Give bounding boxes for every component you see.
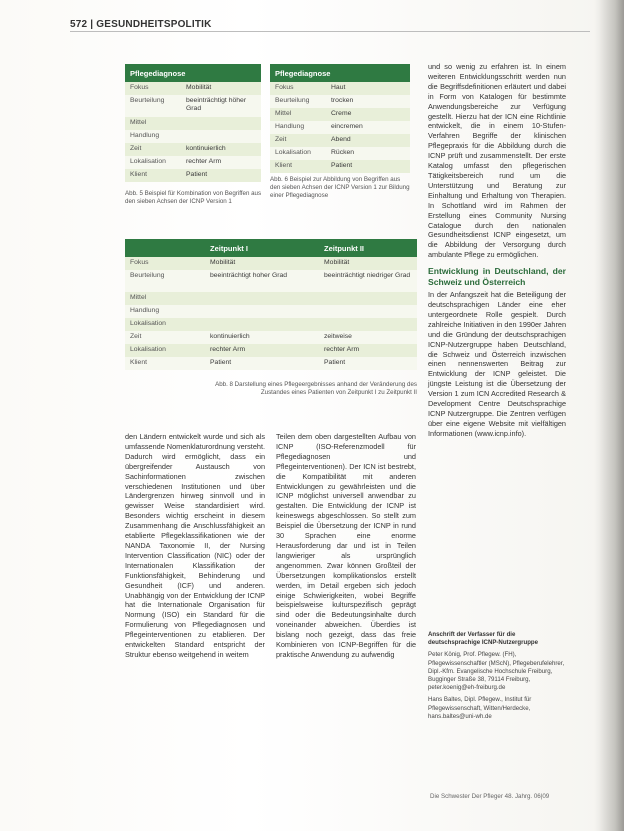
paragraph: den Ländern entwickelt wurde und sich als umfassende Nomenklaturordnung versteht. Dadurch wird ermöglicht, dass ein übergreifender Austausch von Sachinformationen zwischen verschiedenen Institutionen und über Ländergrenzen hinweg sinnvoll und in gewisser Weise standardisiert wird. Besonders wichtig erscheint in diesem Zusammenhang die Anschlussfähigkeit an etablierte Pflegeklassifikationen wie der NANDA Taxonomie II, der Nursing Intervention Classification (NIC) oder der Internationalen Klassifikation der Funktionsfähigkeit, Behinderung und Gesundheit (ICF) und anderen. Unabhängig von der Entwicklung der ICNP hat die Internationale Organisation für Normung (ISO) ein Standard für die Formulierung von Pflegediagnosen und Pflegeinterventionen zu etablieren. Der entwickelten Standard entspricht der Struktur ebenso weitgehend in weitem bbox=[125, 432, 265, 659]
paragraph: Teilen dem oben dargestellten Aufbau von ICNP (ISO-Referenzmodell für Pflegediagnosen und Pflegeinterventionen). Der ICN ist bestrebt, die Kompatibilität mit anderen Entwicklungen zu gewährleisten und die ICNP möglichst universell anwendbar zu gestalten. Die Entwicklung der ICNP ist keineswegs abgeschlossen. So stellt zum Beispiel die Übersetzung der ICNP in rund 30 Sprachen eine enorme Herausforderung dar und ist in Teilen langwieriger als ursprünglich angenommen. Zwar können Großteil der Übersetzungen komplikationslos erstellt werden, im Detail ergeben sich jedoch einige Schwierigkeiten, wobei Begriffe beispielsweise kulturspezifisch geprägt sind oder die Bedeutungsinhalte durch voneinander abweichen. Überdies ist bislang noch gezeigt, dass das freie Kombinieren von ICNP-Begriffen für die praktische Anwendung zu aufwendig bbox=[276, 432, 416, 659]
subheading: Entwicklung in Deutschland, der Schweiz und Österreich bbox=[428, 266, 566, 287]
text-column-middle bbox=[276, 432, 416, 660]
text-column-left bbox=[125, 432, 265, 660]
table-heading: Pflegediagnose bbox=[270, 64, 410, 82]
author-entry: Hans Baltes, Dipl. Pflegew., Institut für Pflegewissenschaft, Witten/Herdecke, hans.baltes@uni-wh.de bbox=[428, 696, 532, 720]
table-pflegediagnose-1: Pflegediagnose Fokus Mobilität Beurteilung beeinträchtigt höher Grad Mittel Handlung Zeit kontinuierlich Lokalisation rechter Arm Klient Patient bbox=[125, 64, 261, 182]
page-spine-shadow bbox=[594, 0, 624, 831]
table-pflegeergebnis: Zeitpunkt I Zeitpunkt II Fokus Mobilität Mobilität Beurteilung beeinträchtigt hoher Grad beeinträchtigt niedriger Grad Mittel Handlung Lokalisation Zeit kontinuierlich zeitweise Lokalisation rechter Arm rechter Arm Klient Patient Patient bbox=[125, 239, 417, 370]
author-info-box bbox=[428, 631, 568, 725]
table-pflegediagnose-2: Pflegediagnose Fokus Haut Beurteilung trocken Mittel Creme Handlung eincremen Zeit Abend Lokalisation Rücken Klient Patient bbox=[270, 64, 410, 173]
author-entry: Peter König, Prof. Pflegew. (FH), Pflegewissenschaftler (MScN), Pflegeberufelehrer, Dipl.-Kfm. Evangelische Hochschule Freiburg, Bugginger Straße 38, 79114 Freiburg, peter.koenig@eh-freiburg.de bbox=[428, 651, 565, 692]
paragraph: und so wenig zu erfahren ist. In einem weiteren Entwicklungsschritt werden nun die Begriffsdefinitionen erläutert und dabei in Form von Katalogen für bestimmte Anwendungsbereiche zur Verfügung gestellt. Hierzu hat der ICN eine Richtlinie entwickelt, die in einem 10-Stufen-Verfahren Begriffe der klinischen Pflegepraxis für die Abbildung durch die ICNP prüft und zusammenstellt. Der erste Katalog umfasst den pflegerischen Tätigkeitsbereich rund um die Unterstützung und Beratung zur Einhaltung und Erhaltung von Therapien. In Schottland wird im Rahmen der Erstellung eines Community Nursing Catalogue durch den nationalen Gesundheitsdienst ICNP eingesetzt, um die Abbildung der Versorgung durch ambulante Pflege zu ermöglichen. bbox=[428, 62, 566, 260]
page-number: 572 bbox=[70, 19, 88, 30]
page-footer: Die Schwester Der Pfleger 48. Jahrg. 06|09 bbox=[430, 793, 550, 800]
figure-caption-6: Abb. 6 Beispiel zur Abbildung von Begriffen aus den sieben Achsen der ICNP Version 1 zur Bildung einer Pflegediagnose bbox=[270, 176, 410, 199]
text-column-right bbox=[428, 62, 566, 439]
table-heading: Pflegediagnose bbox=[125, 64, 261, 82]
paragraph: In der Anfangszeit hat die Beteiligung der deutschsprachigen Länder eine eher untergeordnete Rolle gespielt. Durch zahlreiche Initiativen in den 1990er Jahren und die Gründung der deutschsprachigen ICNP-Nutzergruppe haben Deutschland, die Schweiz und Österreich inzwischen einen nennenswerten Beitrag zur Entwicklung der ICNP geleistet. Die jüngste Leistung ist die Übersetzung der Version 1 zum ICN Accredited Research & Development Centre Deutschsprachige ICNP Nutzergruppe. Die Zentren verfügen über eine eigene Website mit vielfältigen Informationen (www.icnp.info). bbox=[428, 290, 566, 438]
info-box-title: Anschrift der Verfasser für die deutschsprachige ICNP-Nutzergruppe bbox=[428, 631, 539, 647]
section-title: GESUNDHEITSPOLITIK bbox=[96, 19, 212, 30]
figure-caption-8: Abb. 8 Darstellung eines Pflegeergebnisses anhand der Veränderung des Zustandes eines Patienten von Zeitpunkt I zu Zeitpunkt II bbox=[215, 381, 417, 396]
column-zeitpunkt-2: Zeitpunkt II bbox=[319, 239, 417, 257]
figure-caption-5: Abb. 5 Beispiel für Kombination von Begriffen aus den sieben Achsen der ICNP Version 1 bbox=[125, 190, 262, 205]
header-rule bbox=[70, 31, 590, 32]
page-header: 572 | GESUNDHEITSPOLITIK bbox=[70, 19, 212, 30]
column-zeitpunkt-1: Zeitpunkt I bbox=[205, 239, 319, 257]
